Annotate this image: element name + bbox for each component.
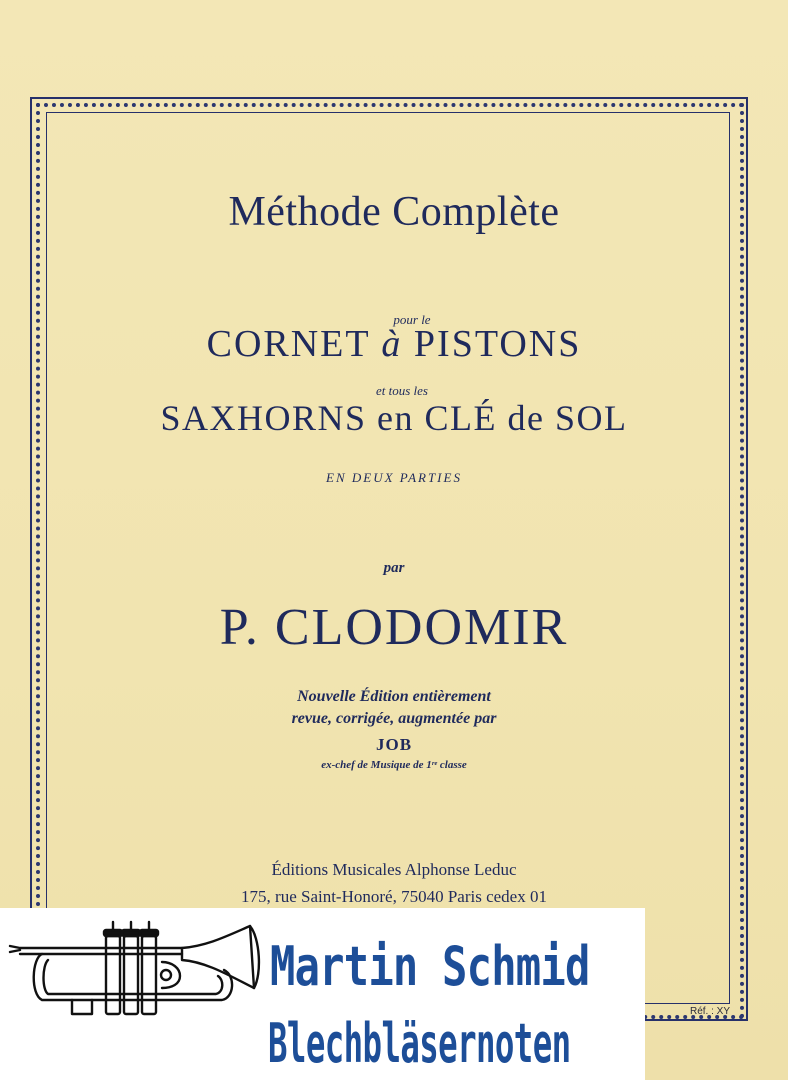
instrument-pistons: PISTONS	[413, 323, 582, 365]
reviser-name: JOB	[375, 735, 413, 754]
instrument-a: à	[381, 323, 403, 365]
banner-shop-name: Martin Schmid	[270, 935, 590, 998]
banner-shop-subtitle: Blechbläsernoten	[268, 1012, 571, 1075]
publisher-address: 175, rue Saint-Honoré, 75040 Paris cedex 01	[241, 887, 547, 906]
by-text: par	[383, 560, 405, 576]
page-title: Méthode Complète	[228, 189, 560, 235]
edition-note-line2: revue, corrigée, augmentée par	[291, 710, 497, 727]
instrument-cornet: CORNET	[206, 323, 370, 365]
edition-note-line1: Nouvelle Édition entièrement	[297, 688, 491, 705]
pour-le-text: pour le	[393, 312, 431, 327]
reviser-title: ex-chef de Musique de 1ʳᵉ classe	[321, 759, 467, 771]
et-tous-les-text: et tous les	[376, 383, 428, 398]
author-name: P. CLODOMIR	[219, 599, 569, 656]
reference-number: Réf. : XY	[690, 1006, 731, 1017]
saxhorns-title: SAXHORNS en CLÉ de SOL	[160, 398, 628, 438]
trumpet-icon	[2, 918, 270, 1030]
publisher-name: Éditions Musicales Alphonse Leduc	[271, 860, 517, 879]
parts-subtitle: EN DEUX PARTIES	[326, 470, 462, 485]
instrument-title	[0, 322, 788, 366]
